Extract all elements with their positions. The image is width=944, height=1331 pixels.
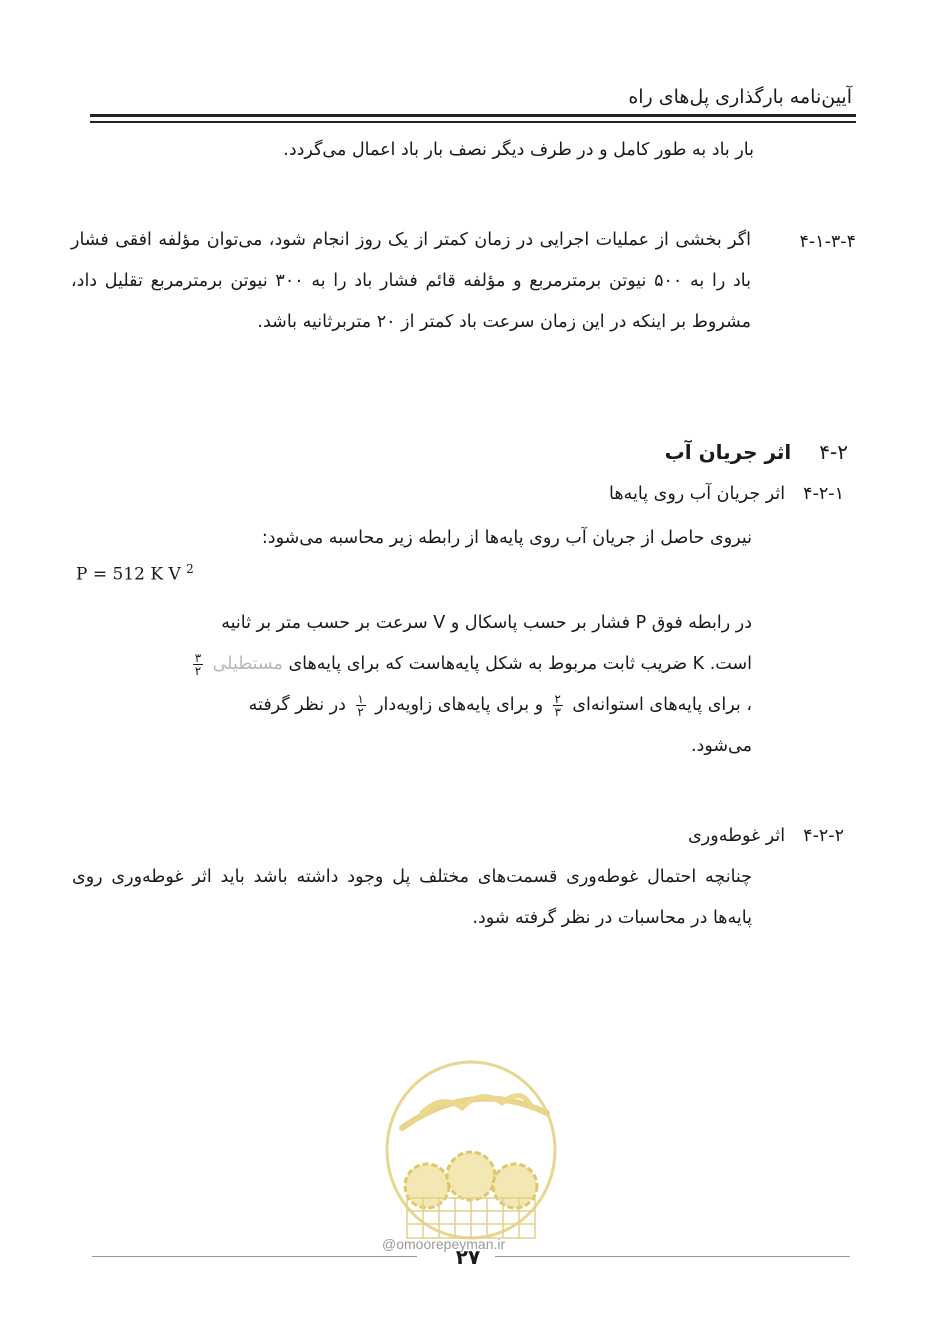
subsection-number: ۴-۲-۱ bbox=[803, 484, 844, 504]
footer-rule-right bbox=[495, 1256, 850, 1257]
sub-4-2-2-paragraph: چنانچه احتمال غوطه‌وری قسمت‌های مختلف پل وجود داشته باشد باید اثر غوطه‌وری روی پایه‌ها در محاسبات در نظر گرفته شود. bbox=[72, 867, 752, 928]
subsection-number: ۴-۲-۲ bbox=[803, 826, 844, 846]
continuation-paragraph: بار باد به طور کامل و در طرف دیگر نصف بار باد اعمال می‌گردد. bbox=[283, 140, 754, 160]
publisher-logo-watermark bbox=[382, 1058, 560, 1248]
fraction-angular: $\frac{۱}{۲}$ bbox=[357, 691, 364, 719]
clause-4-1-3-4-number: ۴-۱-۳-۴ bbox=[799, 232, 856, 252]
fraction-rectangular: $\frac{۳}{۲}$ bbox=[194, 650, 202, 678]
subsection-heading-4-2-2 bbox=[688, 826, 844, 846]
subsection-title: اثر جریان آب روی پایه‌ها bbox=[609, 484, 786, 504]
clause-4-1-3-4-paragraph: اگر بخشی از عملیات اجرایی در زمان کمتر از یک روز انجام شود، می‌توان مؤلفه افقی فشار باد را به ۵۰۰ نیوتن برمترمربع و مؤلفه قائم فشار باد را به ۳۰۰ نیوتن برمترمربع تقلیل داد، مشروط بر اینکه در این زمان سرعت باد کمتر از ۲۰ متربرثانیه باشد. bbox=[71, 230, 751, 332]
page-number: ۲۷ bbox=[455, 1245, 481, 1269]
section-title: اثر جریان آب bbox=[664, 440, 792, 464]
running-header-title: آیین‌نامه بارگذاری پل‌های راه bbox=[628, 86, 852, 108]
header-rule-thick bbox=[90, 114, 856, 117]
footer-rule-left bbox=[92, 1256, 417, 1257]
section-heading-4-2 bbox=[665, 440, 848, 464]
pressure-formula: P = 512 K V $^2$ bbox=[76, 562, 194, 585]
subsection-heading-4-2-1 bbox=[609, 484, 844, 504]
sub-4-2-1-explanation: در رابطه فوق P فشار بر حسب پاسکال و V سرعت بر حسب متر بر ثانیه است. K ضریب ثابت مربوط به شکل پایه‌هاست که برای پایه‌های مستطیلی $\frac{۳}{۲}$ ، برای پایه‌های استوانه‌ای $\frac{۲}{۳}$ و برای پایه‌های زاویه‌دار $\frac{۱}{۲}$ در نظر گرفته می‌شود. bbox=[194, 613, 752, 756]
sub-4-2-1-intro: نیروی حاصل از جریان آب روی پایه‌ها از رابطه زیر محاسبه می‌شود: bbox=[261, 528, 752, 548]
section-number: ۴-۲ bbox=[819, 440, 848, 464]
fraction-cylindrical: $\frac{۲}{۳}$ bbox=[554, 691, 561, 719]
subsection-title: اثر غوطه‌وری bbox=[688, 826, 786, 846]
header-rule-thin bbox=[90, 121, 856, 123]
website-watermark: @omoorepeyman.ir bbox=[382, 1236, 506, 1252]
formula-exponent: 2 bbox=[186, 562, 194, 576]
